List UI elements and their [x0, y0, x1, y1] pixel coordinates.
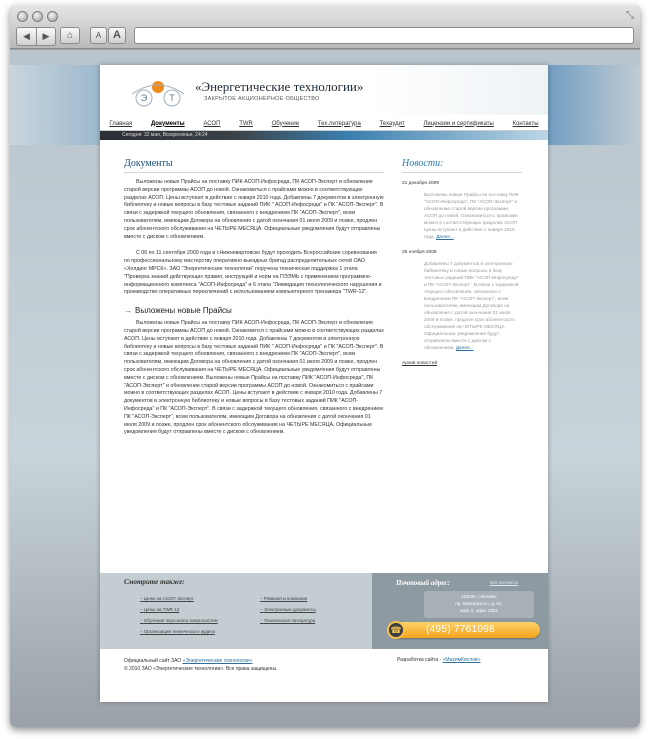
developer-credit — [397, 657, 481, 663]
address-line: 115035, г.Москва, — [460, 594, 498, 599]
news-archive-link[interactable]: Архив новостей — [402, 361, 438, 366]
copyright-line: © 2010 ЗАО «Энергетические технологии». Все права защищены. — [124, 666, 278, 672]
section-heading — [124, 306, 384, 315]
home-icon: ⌂ — [66, 30, 74, 41]
browser-toolbar — [10, 5, 640, 49]
company-logo-icon[interactable] — [130, 74, 186, 110]
news-title: Новости: — [402, 158, 522, 173]
address-line: пр. Верхядского, д. 84, — [455, 601, 503, 606]
all-contacts-link[interactable]: Все контакты — [490, 580, 518, 585]
main-menu — [100, 117, 548, 131]
article-paragraph: С 06 по 11 сентября 2009 года в г.Нижневартовске будут проходить Всероссийские соревнования по профессиональному мастерству оперативно выездных бригад распределительных сетей ОАО «Холдинг МРСК». ЗАО "Энергетические технологии" поручена техническая поддержка 1 этапа "Проверка знаний действующих правил, инструкций и норм на ПЭЭМЬ с применением программно-информационного комплекса "АСОП-Инфосреда" и 6 этапа "Ликвидация технологического нарушения и производство оперативных переключений с использованием компьютерного тренажера "TWR-12". — [124, 250, 382, 296]
menu-item-documents[interactable]: Документы — [150, 120, 185, 127]
news-more-link[interactable]: Далее... — [436, 234, 454, 239]
nav-buttons — [16, 27, 56, 46]
close-window-button[interactable] — [17, 11, 28, 22]
menu-item-training[interactable]: Обучение — [271, 120, 300, 127]
footer-panel — [100, 573, 548, 649]
news-item — [402, 191, 522, 240]
page-title: Документы — [124, 158, 384, 173]
phone-icon: ☎ — [387, 621, 405, 639]
phone-bar — [390, 622, 540, 638]
site-header — [100, 65, 548, 115]
see-also-link[interactable]: – Организация технического аудита — [140, 626, 218, 637]
article-paragraph: Выложены новые Прайсы на поставку ПИК АСОП-Инфосреда, ПК АСОП-Эксперт и обновление старой версии программы АСОП до новой. Ознакомиться с прайсами можно в соответствующих разделах АСОП. Цены вступают в действие с января 2010 года. Добавлены 7 документов в электронную библиотеку и новые вопросы в базу тестовых заданий ПИК " АСОП-Инфосреда" и ПК "АСОП-Эксперт". В связи с задержкой текущего обновления, связанного с внедрением ПК "АСОП-Эксперт", всем пользователям, имеющим Договора на обновления с датой окончания 01 июля 2009 и позже, продлен срок абонентского обслуживания на ЧЕТЫРЕ МЕСЯЦА. Официальные уведомления будут отправлены вместе с диском с обновлением. — [124, 179, 384, 240]
see-also-link[interactable]: – Техническая литература — [260, 615, 316, 626]
menu-item-tech-audit[interactable]: Техаудит — [379, 120, 405, 127]
developer-prefix: Разработка сайта - — [397, 657, 442, 663]
menu-item-twr[interactable]: TWR — [239, 120, 253, 127]
window-controls — [17, 11, 58, 22]
arrow-right-icon: → — [124, 306, 132, 316]
see-also-link[interactable]: – Обучение персонала энергосистем — [140, 615, 218, 626]
see-also-link[interactable]: – Цены на TWR 12 — [140, 604, 218, 615]
fullscreen-icon[interactable]: ⤡ — [626, 10, 634, 21]
section-heading-text: Выложены новые Прайсы — [135, 306, 232, 316]
address-line: корп 2, офис 2001 — [460, 608, 498, 613]
date-bar: Сегодня: 32 мая, Воскресенье, 24:24 — [100, 131, 548, 140]
home-button[interactable] — [60, 27, 80, 44]
menu-item-licenses[interactable]: Лицензии и сертификаты — [423, 120, 494, 127]
see-also-col2 — [260, 593, 316, 626]
article-paragraph: Выложены новые Прайсы на поставку ПИК АСОП-Инфосреда, ПК АСОП-Эксперт и обновления старой версии программы АСОП до новой. Ознакомится с прайсами можно в соответствующих разделах АСОП. Цены вступают в действие с января 2010 года. Добавлены 7 документов в электронную библиотеку и новые вопросы в базу тестовых заданий ПИК " АСОП-Инфосреда" и ПК "АСОП-Эксперт". В связи с задержкой текущего обновления, связанного с внедрением ПК "АСОП-Эксперт", всем пользователям, имеющим Договора на обновления с датой окончания 01 июля 2009 и позже, продлен срок абонентского обслуживания на ЧЕТЫРЕ МЕСЯЦА. Официальные уведомления будут отправлены вместе с диском с обновлением. Выложены новые Прайсы на поставку ПИК "АСОП-Инфосреда", ПК "АСОП-Эксперт" и обновление старой версии программы АСОП до новой. Ознакомиться с прайсами можно в соответствующих разделах АСОП. Цены вступают в действие с января 2010 года. Добавлены 7 документов в электронную библиотеку и новые вопросы в базу тестовых заданий ПИК "АСОП-Инфосреда" и ПК "АСОП-Эксперт". В связи с задержкой текущего обновления, связанного с внедрением ПК "АСОП-Эксперт", всем пользователям, имеющим Договора на обновления с датой окончания 01 июля 2009 и позже, продлен срок абонентского обслуживания на ЧЕТЫРЕ МЕСЯЦА. Официальные уведомления будут отправлены вместе с диском с обновлением. — [124, 320, 384, 436]
site-title: «Энергетические технологии» — [195, 79, 364, 94]
postal-address — [372, 573, 548, 649]
see-also-link[interactable]: – Цены на АСОП Эксперт — [140, 593, 218, 604]
forward-button[interactable]: ▶ — [36, 28, 55, 45]
see-also-col1 — [140, 593, 218, 637]
news-date: 21 декабря 2009 — [402, 181, 439, 186]
news-more-link[interactable]: Далее... — [455, 345, 474, 350]
zoom-window-button[interactable] — [47, 11, 58, 22]
phone-number[interactable]: (495) 7761098 — [426, 624, 495, 635]
news-text: Добавлены 7 документов в электронную библиотеку и новые вопросы в базу тестовых заданий ПИК "АСОП-Инфосреда" и ПК "АСОП-Эксперт". В связи с задержкой текущего обновления, связанного с внедрением ПК "АСОП-Эксперт", всем пользователям, имеющим Договора на обновления с датой окончания 01 июля 2009 и позже, продлен срок абонентского обслуживания на ЧЕТЫРЕ МЕСЯЦА. Официальные уведомления будут отправлены вместе с диском с обновлением. — [424, 261, 519, 350]
news-sidebar — [402, 158, 522, 366]
menu-item-contacts[interactable]: Контакты — [512, 120, 539, 127]
logo-letter-e: Э — [140, 93, 148, 103]
main-content — [124, 158, 384, 446]
see-also-link[interactable]: – Реквизиты компании — [260, 593, 316, 604]
menu-item-tech-literature[interactable]: Тех.литература — [317, 120, 361, 127]
company-link[interactable]: «Энергетические технологии» — [182, 658, 253, 664]
address-bar[interactable] — [134, 27, 634, 44]
menu-item-asop[interactable]: АСОП — [203, 120, 221, 127]
minimize-window-button[interactable] — [32, 11, 43, 22]
site-subtitle: ЗАКРЫТОЕ АКЦИОНЕРНОЕ ОБЩЕСТВО — [204, 96, 320, 102]
browser-window — [10, 5, 640, 727]
address-text — [424, 591, 534, 618]
font-larger-button[interactable]: A — [108, 27, 126, 44]
viewport — [10, 50, 640, 727]
back-button[interactable]: ◀ — [23, 31, 30, 41]
developer-link[interactable]: «МахимКислов» — [442, 657, 481, 663]
copyright-prefix: Официальный сайт ЗАО — [124, 658, 182, 664]
see-also — [100, 573, 370, 649]
news-date: 25 ноября 2009 — [402, 250, 437, 255]
menu-item-home[interactable]: Главная — [109, 120, 133, 127]
news-item — [402, 260, 522, 351]
see-also-title: Смотрите также: — [124, 578, 185, 586]
logo-letter-t: Т — [169, 93, 175, 103]
news-text: Выложены новые Прайсы на поставку ПИК "АСОП-Инфосреда", ПК "АСОП-Эксперт" и обновление старой версии программы АСОП до новой. Ознакомиться с прайсами можно в соответствующих разделах АСОП. Цены вступают в действие с января 2010 года. — [424, 192, 519, 239]
font-smaller-button[interactable]: A — [90, 27, 107, 44]
site-page — [100, 65, 548, 702]
postal-title: Почтовый адрес: — [396, 579, 450, 587]
copyright — [124, 657, 277, 673]
see-also-link[interactable]: – Электронные документы — [260, 604, 316, 615]
